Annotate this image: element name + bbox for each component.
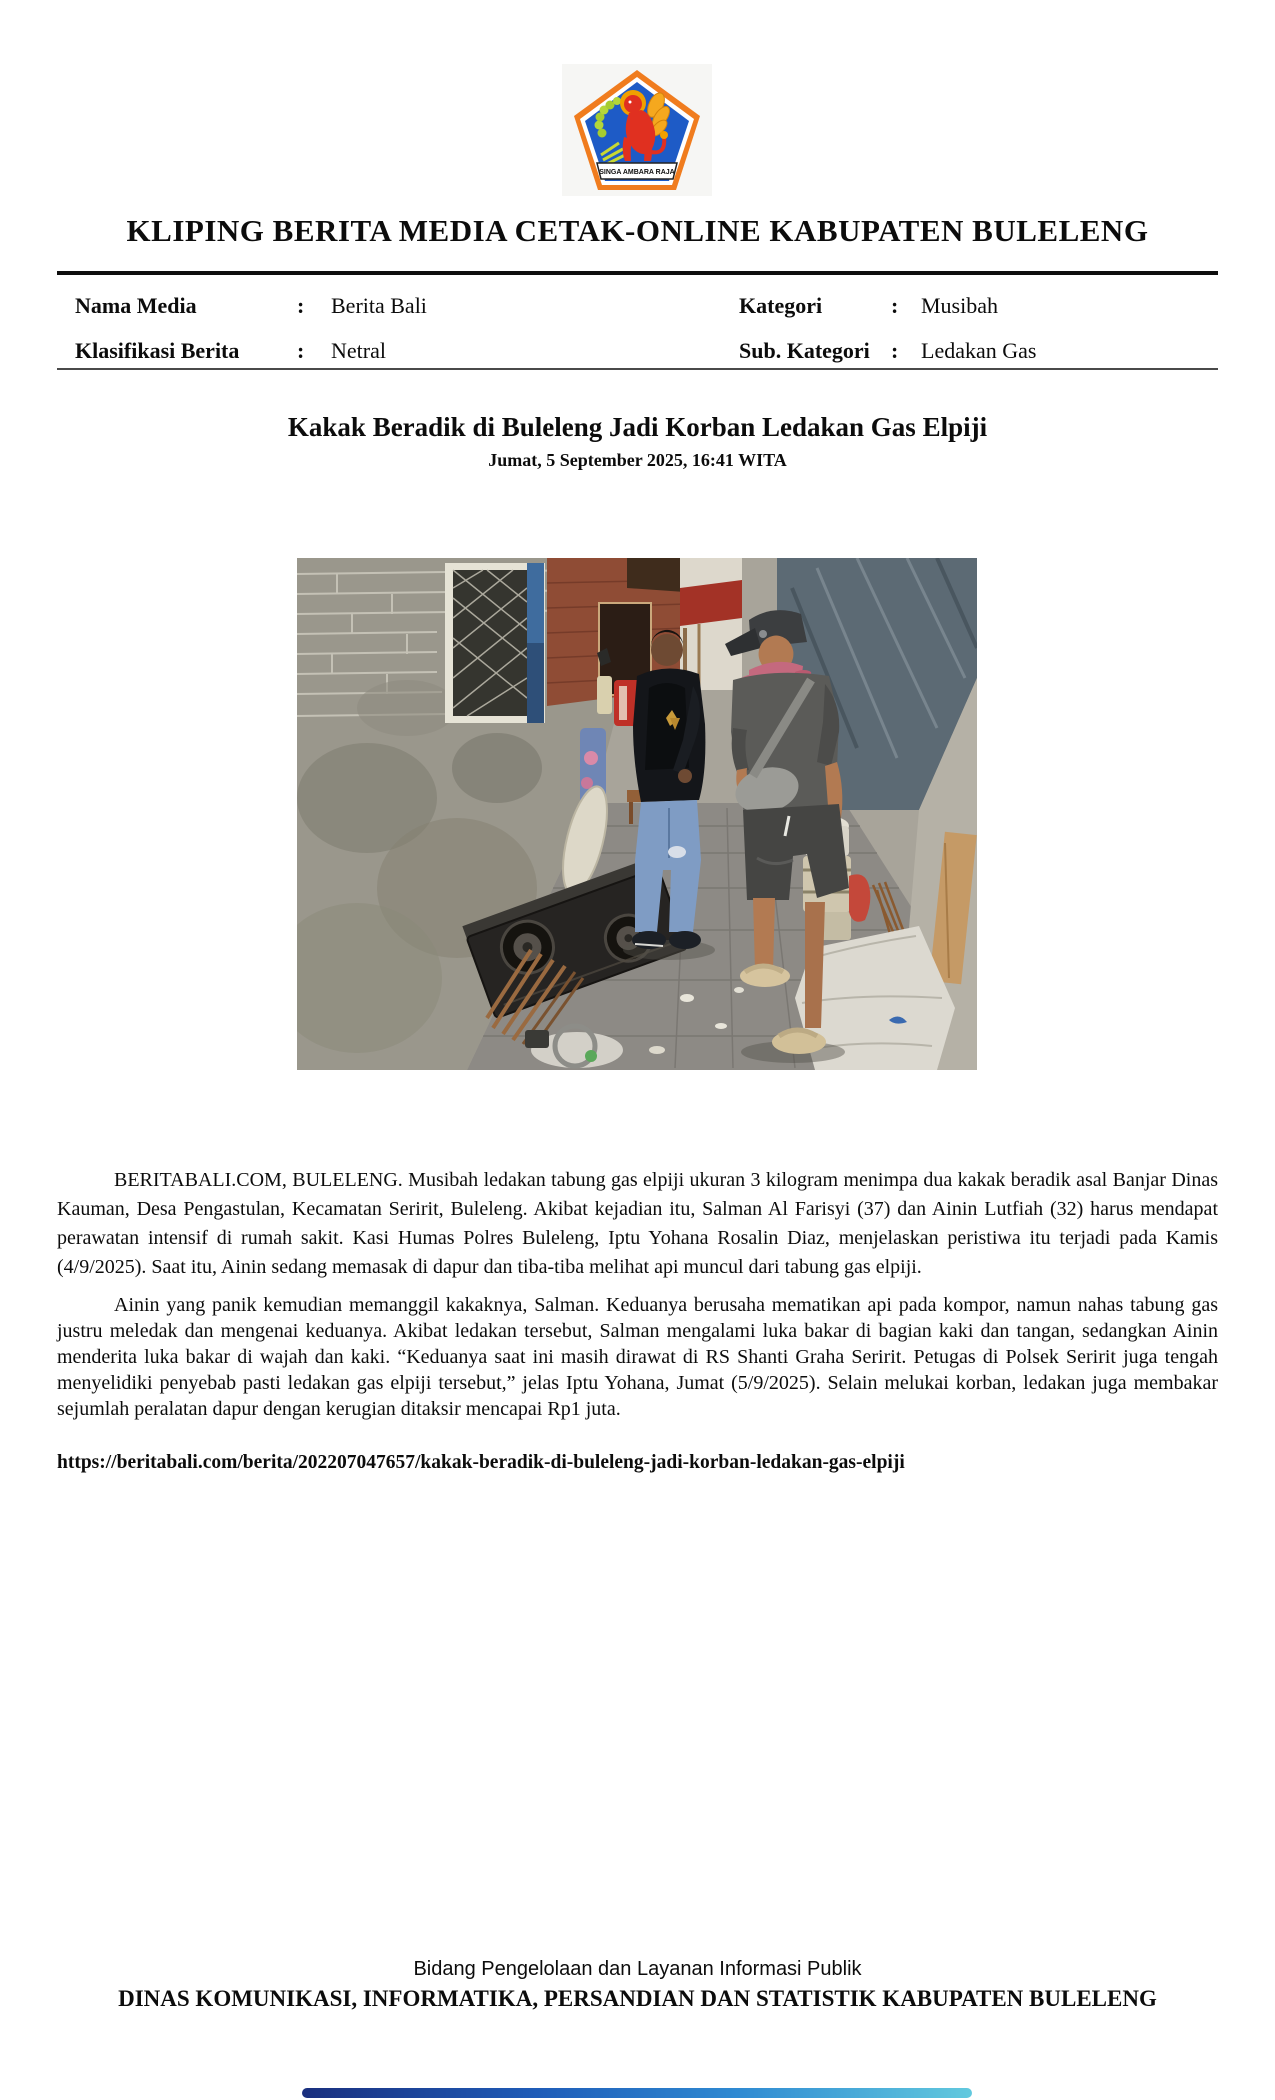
footer-agency: DINAS KOMUNIKASI, INFORMATIKA, PERSANDIAN DAN STATISTIK KABUPATEN BULELENG (118, 1986, 1157, 2011)
meta-label: Klasifikasi Berita (75, 337, 240, 363)
meta-row (57, 328, 1218, 373)
meta-value: Ledakan Gas (921, 337, 1037, 363)
meta-value: Musibah (921, 292, 998, 318)
article-datetime: Jumat, 5 September 2025, 16:41 WITA (488, 450, 787, 470)
crest-banner-text: SINGA AMBARA RAJA (599, 169, 675, 176)
document-title: KLIPING BERITA MEDIA CETAK-ONLINE KABUPATEN BULELENG (126, 213, 1149, 248)
buleleng-crest-icon (571, 67, 703, 193)
meta-rule-thin (57, 368, 1218, 370)
article-paragraph-1: BERITABALI.COM, BULELENG. Musibah ledakan tabung gas elpiji ukuran 3 kilogram menimpa dua kakak beradik asal Banjar Dinas Kauman, Desa Pengastulan, Kecamatan Seririt, Buleleng. Akibat kejadian itu, Salman Al Farisyi (37) dan Ainin Lutfiah (32) harus mendapat perawatan intensif di rumah sakit. Kasi Humas Polres Buleleng, Iptu Yohana Rosalin Diaz, menjelaskan peristiwa itu terjadi pada Kamis (4/9/2025). Saat itu, Ainin sedang memasak di dapur dan tiba-tiba melihat api muncul dari tabung gas elpiji. (57, 1169, 1218, 1278)
meta-cell-klasifikasi (57, 338, 677, 364)
bottom-accent-bar (302, 2088, 972, 2098)
footer-division: Bidang Pengelolaan dan Layanan Informasi Publik (413, 1958, 862, 1980)
meta-label: Kategori (739, 292, 823, 318)
meta-cell-kategori (739, 293, 1218, 319)
header-rule-thick (57, 271, 1218, 275)
photo-window (445, 563, 545, 723)
crest-banner (597, 163, 677, 179)
logo-box (562, 64, 712, 196)
meta-colon: : (297, 337, 305, 363)
meta-label: Sub. Kategori (739, 337, 870, 363)
meta-cell-sub-kategori (739, 338, 1218, 364)
meta-label: Nama Media (75, 292, 197, 318)
meta-row (57, 283, 1218, 328)
article-photo-illustration (297, 558, 977, 1070)
source-url-link[interactable]: https://beritabali.com/berita/202207047657/kakak-beradik-di-buleleng-jadi-korban-ledakan-gas-elpiji (57, 1452, 905, 1473)
meta-colon: : (297, 292, 305, 318)
meta-colon: : (891, 292, 899, 318)
meta-value: Berita Bali (331, 292, 427, 318)
meta-cell-nama-media (57, 293, 677, 319)
article-photo (297, 558, 977, 1070)
article-title: Kakak Beradik di Buleleng Jadi Korban Ledakan Gas Elpiji (287, 412, 988, 442)
meta-colon: : (891, 337, 899, 363)
meta-value: Netral (331, 337, 386, 363)
meta-table (57, 283, 1218, 373)
article-paragraph-2: Ainin yang panik kemudian memanggil kakaknya, Salman. Keduanya berusaha mematikan api pada kompor, namun nahas tabung gas justru meledak dan mengenai keduanya. Akibat ledakan tersebut, Salman mengalami luka bakar di bagian kaki dan tangan, sedangkan Ainin menderita luka bakar di wajah dan kaki. “Keduanya saat ini masih dirawat di RS Shanti Graha Seririt. Petugas di Polsek Seririt juga tengah menyelidiki penyebab pasti ledakan gas elpiji tersebut,” jelas Iptu Yohana, Jumat (5/9/2025). Selain melukai korban, ledakan juga membakar sejumlah peralatan dapur dengan kerugian ditaksir mencapai Rp1 juta. (57, 1294, 1218, 1420)
